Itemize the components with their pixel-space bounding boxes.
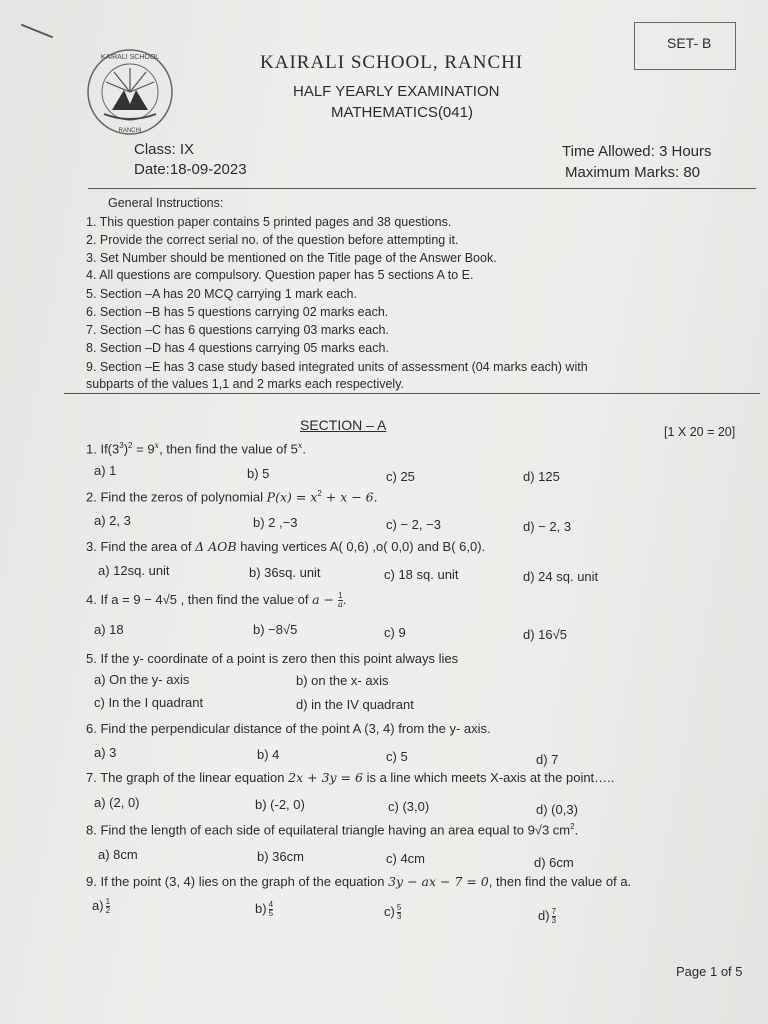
instruction-item: 1. This question paper contains 5 printed pages and 38 questions. (86, 215, 452, 229)
class-label: Class: IX (134, 141, 195, 158)
section-marks: [1 X 20 = 20] (664, 425, 736, 439)
question-4: 4. If a = 9 − 4√5 , then find the value of a − $\frac{1}{a}$ . (86, 591, 347, 610)
option-a: a) 12sq. unit (98, 563, 170, 578)
question-2: 2. Find the zeros of polynomial $P(x) = x^2 + x - 6$. (86, 489, 378, 505)
date-label: Date:18-09-2023 (134, 161, 247, 178)
option-b: b) on the x- axis (296, 673, 389, 688)
fraction: $\frac{1}{2}$ (105, 897, 111, 916)
option-a: a) 8cm (98, 847, 138, 862)
option-b: b) (-2, 0) (255, 797, 305, 812)
option-c: c) 5 (386, 749, 408, 764)
instruction-item: 7. Section –C has 6 questions carrying 03 marks each. (86, 323, 389, 337)
option-d: d) − 2, 3 (523, 519, 572, 534)
fraction: $\frac{1}{a}$ (338, 591, 343, 610)
option-a: a) (2, 0) (94, 795, 140, 810)
option-b: b) 4 (257, 747, 280, 762)
instruction-item: 8. Section –D has 4 questions carrying 05 marks each. (86, 341, 389, 355)
section-title: SECTION – A (300, 417, 387, 433)
set-box (634, 22, 736, 70)
option-a: a) $\frac{1}{2}$ (92, 897, 111, 916)
instruction-item: 4. All questions are compulsory. Question paper has 5 sections A to E. (86, 268, 474, 282)
option-a: a) 1 (94, 463, 117, 478)
question-8: 8. Find the length of each side of equilateral triangle having an area equal to 9√3 $cm^2$. (86, 822, 579, 838)
option-c: c) 18 sq. unit (384, 567, 459, 582)
instruction-item: 3. Set Number should be mentioned on the Title page of the Answer Book. (86, 251, 497, 265)
fraction: $\frac{7}{3}$ (551, 907, 557, 926)
option-c: c) 25 (386, 469, 415, 484)
pen-mark (21, 24, 53, 39)
instruction-item: subparts of the values 1,1 and 2 marks each respectively. (86, 377, 404, 391)
option-a: a) On the y- axis (94, 672, 190, 687)
option-c: c) − 2, −3 (386, 517, 441, 532)
option-b: b) 36cm (257, 849, 304, 864)
option-a: a) 2, 3 (94, 513, 131, 528)
option-c: c) 4cm (386, 851, 425, 866)
instruction-item: 9. Section –E has 3 case study based integrated units of assessment (04 marks each) with (86, 360, 588, 374)
question-6: 6. Find the perpendicular distance of the point A (3, 4) from the y- axis. (86, 721, 491, 736)
logo-text-bottom: RANCHI (118, 128, 142, 134)
option-a: a) 18 (94, 622, 124, 637)
option-c: c) 9 (384, 625, 406, 640)
option-b: b) 36sq. unit (249, 565, 321, 580)
option-d: d) 24 sq. unit (523, 569, 599, 584)
option-a: a) 3 (94, 745, 117, 760)
option-c: c) $\frac{5}{3}$ (384, 903, 402, 922)
instruction-item: 2. Provide the correct serial no. of the question before attempting it. (86, 233, 459, 247)
time-allowed: Time Allowed: 3 Hours (562, 143, 712, 160)
page-number: Page 1 of 5 (676, 964, 743, 979)
option-d: d) $\frac{7}{3}$ (538, 907, 557, 926)
instructions-title: General Instructions: (108, 196, 224, 210)
question-3: 3. Find the area of Δ AOB having vertices A( 0,6) ,o( 0,0) and B( 6,0). (86, 539, 486, 554)
school-logo-icon (84, 48, 176, 136)
option-d: d) 16√5 (523, 627, 567, 642)
instructions-divider (64, 393, 760, 394)
option-d: d) in the IV quadrant (296, 697, 414, 712)
option-d: d) 125 (523, 469, 560, 484)
header-divider (88, 188, 756, 189)
exam-title: HALF YEARLY EXAMINATION (293, 83, 500, 100)
logo-text-top: KAIRALI SCHOOL (100, 54, 160, 61)
option-d: d) 7 (536, 752, 559, 767)
option-b: b) −8√5 (253, 622, 298, 637)
option-b: b) $\frac{4}{5}$ (255, 900, 274, 919)
option-b: b) 2 ,−3 (253, 515, 298, 530)
set-label: SET- B (667, 35, 712, 51)
question-1: 1. $If(3^3)^2 = 9^x$, then find the value of 5$^x$. (86, 441, 306, 457)
maximum-marks: Maximum Marks: 80 (565, 164, 701, 181)
question-5: 5. If the y- coordinate of a point is zero then this point always lies (86, 651, 459, 666)
school-name: KAIRALI SCHOOL, RANCHI (260, 52, 524, 73)
question-9: 9. If the point (3, 4) lies on the graph of the equation 3y − ax − 7 = 0, then find the value of a. (86, 874, 632, 889)
option-c: c) In the I quadrant (94, 695, 204, 710)
option-d: d) 6cm (534, 855, 574, 870)
option-d: d) (0,3) (536, 802, 578, 817)
fraction: $\frac{4}{5}$ (268, 900, 274, 919)
subject-title: MATHEMATICS(041) (331, 104, 473, 121)
fraction: $\frac{5}{3}$ (396, 903, 402, 922)
option-c: c) (3,0) (388, 799, 430, 814)
instruction-item: 5. Section –A has 20 MCQ carrying 1 mark each. (86, 287, 357, 301)
instruction-item: 6. Section –B has 5 questions carrying 02 marks each. (86, 305, 389, 319)
question-7: 7. The graph of the linear equation 2x + 3y = 6 is a line which meets X-axis at the point….. (86, 770, 615, 785)
option-b: b) 5 (247, 466, 270, 481)
